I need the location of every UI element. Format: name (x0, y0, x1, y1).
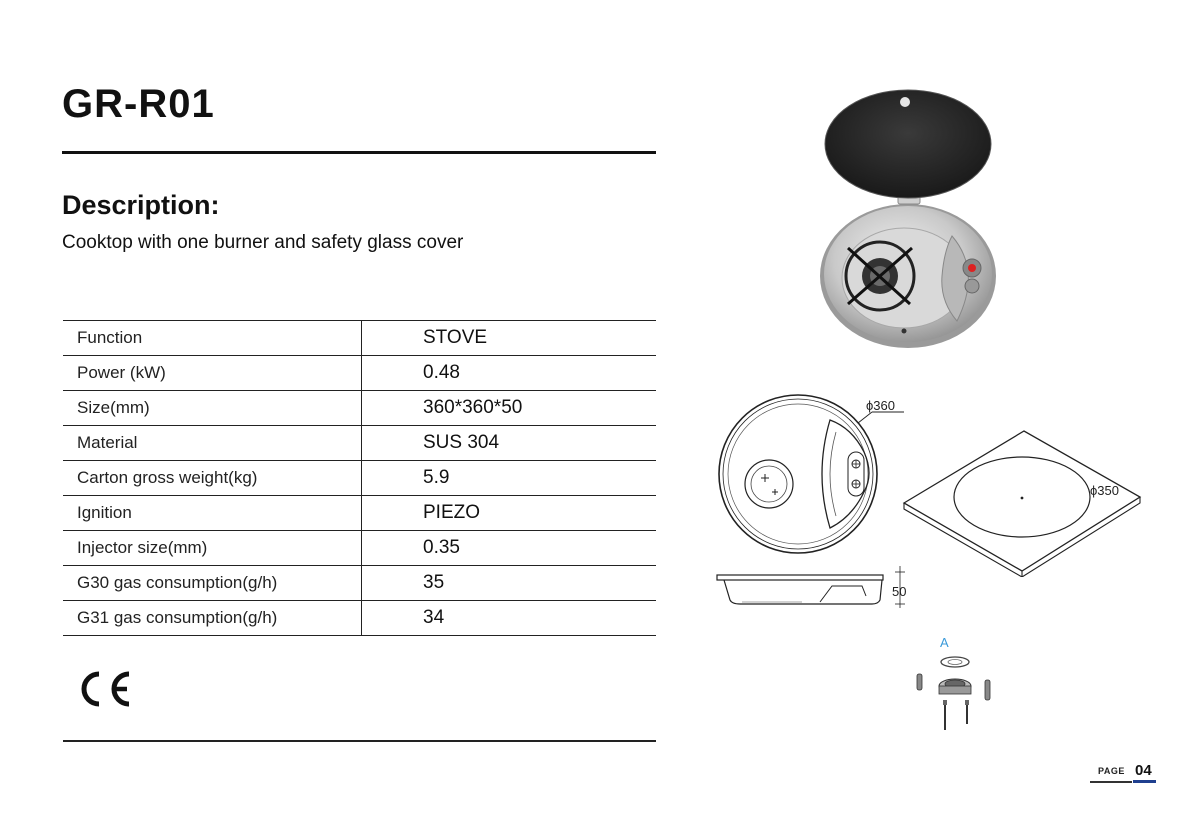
model-title: GR-R01 (62, 82, 215, 126)
spec-table (63, 320, 656, 636)
table-row (63, 531, 656, 566)
bottom-divider (63, 740, 656, 742)
burner-detail-drawing (905, 632, 1005, 737)
spec-value: STOVE (362, 321, 657, 356)
spec-value: 0.35 (362, 531, 657, 566)
footer-divider (1090, 781, 1132, 783)
table-row (63, 566, 656, 601)
spec-label: G30 gas consumption(g/h) (63, 566, 362, 601)
table-row (63, 496, 656, 531)
table-row (63, 391, 656, 426)
page-label: PAGE (1098, 766, 1125, 776)
description-heading: Description: (62, 190, 220, 220)
height-dimension: 50 (892, 584, 907, 599)
cutout-dimension: ϕ350 (1090, 483, 1119, 498)
spec-value: 34 (362, 601, 657, 636)
table-row (63, 321, 656, 356)
spec-value: 0.48 (362, 356, 657, 391)
detail-label: A (940, 635, 949, 650)
spec-label: Material (63, 426, 362, 461)
spec-value: 360*360*50 (362, 391, 657, 426)
cutout-drawing (898, 425, 1146, 577)
spec-label: Function (63, 321, 362, 356)
title-divider (62, 151, 656, 154)
product-photo (812, 86, 1002, 351)
diameter-dimension: ϕ360 (866, 398, 895, 413)
table-row (63, 461, 656, 496)
table-row (63, 356, 656, 391)
spec-label: G31 gas consumption(g/h) (63, 601, 362, 636)
ce-mark-icon (74, 668, 134, 710)
spec-label: Power (kW) (63, 356, 362, 391)
description-text: Cooktop with one burner and safety glass cover (62, 232, 464, 253)
spec-value: SUS 304 (362, 426, 657, 461)
spec-value: PIEZO (362, 496, 657, 531)
page-number: 04 (1135, 762, 1152, 779)
side-view-drawing (712, 562, 912, 612)
spec-label: Injector size(mm) (63, 531, 362, 566)
spec-label: Size(mm) (63, 391, 362, 426)
spec-label: Carton gross weight(kg) (63, 461, 362, 496)
table-row (63, 601, 656, 636)
top-view-drawing (712, 392, 912, 560)
spec-label: Ignition (63, 496, 362, 531)
spec-value: 35 (362, 566, 657, 601)
spec-value: 5.9 (362, 461, 657, 496)
footer-accent-bar (1133, 780, 1156, 783)
table-row (63, 426, 656, 461)
